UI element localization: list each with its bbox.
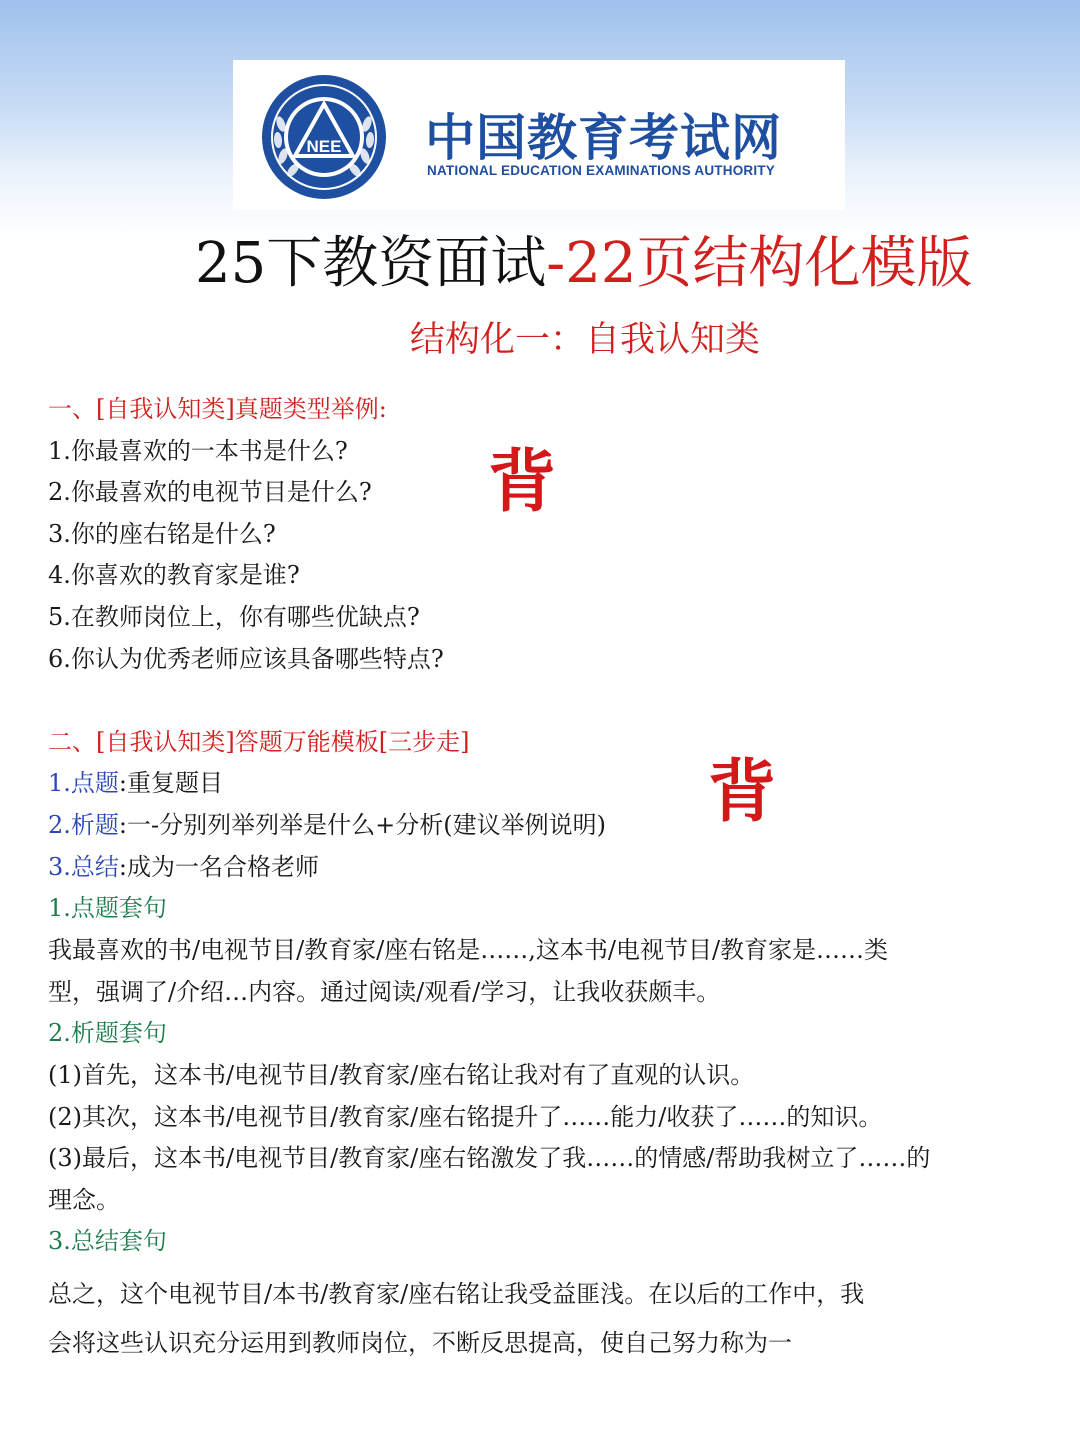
emblem-lettering: NEE (306, 137, 342, 156)
list-item: 1.你最喜欢的一本书是什么? (48, 437, 348, 465)
paragraph-line: (2)其次，这本书/电视节目/教育家/座右铭提升了……能力/收获了……的知识。 (48, 1103, 883, 1131)
paragraph-line: 我最喜欢的书/电视节目/教育家/座右铭是……,这本书/电视节目/教育家是……类 (48, 936, 889, 964)
step-text: :重复题目 (118, 769, 223, 797)
paragraph-line: (3)最后，这本书/电视节目/教育家/座右铭激发了我……的情感/帮助我树立了……的 (48, 1144, 931, 1172)
step-label: 1.点题 (48, 769, 119, 797)
page-title (195, 228, 972, 300)
bei-stamp: 背 (488, 442, 557, 522)
section2-heading: 二、[自我认知类]答题万能模板[三步走] (48, 728, 470, 756)
step-text: :一-分别列举列举是什么+分析(建议举例说明) (118, 811, 606, 839)
section1-heading: 一、[自我认知类]真题类型举例: (48, 395, 387, 423)
step-label: 3.总结 (48, 853, 119, 881)
paragraph-line: 型，强调了/介绍…内容。通过阅读/观看/学习，让我收获颇丰。 (48, 978, 721, 1006)
intro-heading: 1.点题套句 (48, 894, 167, 922)
analysis-heading: 2.析题套句 (48, 1019, 167, 1047)
bei-stamp: 背 (708, 752, 777, 832)
logo-english-name: NATIONAL EDUCATION EXAMINATIONS AUTHORITY (427, 163, 775, 178)
step-item (48, 765, 223, 801)
step-item (48, 849, 319, 885)
list-item: 4.你喜欢的教育家是谁? (48, 561, 300, 589)
neea-emblem-icon (261, 74, 387, 200)
list-item: 2.你最喜欢的电视节目是什么? (48, 478, 372, 506)
step-label: 2.析题 (48, 811, 119, 839)
title-highlight: -22页结构化模版 (546, 231, 973, 296)
page-subtitle: 结构化一：自我认知类 (410, 320, 761, 360)
list-item: 5.在教师岗位上，你有哪些优缺点? (48, 603, 420, 631)
step-text: :成为一名合格老师 (118, 853, 319, 881)
paragraph-line: 总之，这个电视节目/本书/教育家/座右铭让我受益匪浅。在以后的工作中，我 (48, 1280, 865, 1308)
logo-banner (233, 60, 845, 210)
list-item: 6.你认为优秀老师应该具备哪些特点? (48, 645, 444, 673)
step-item (48, 807, 606, 843)
title-prefix: 25下教资面试 (195, 231, 547, 296)
logo-chinese-name: 中国教育考试网 (425, 109, 782, 167)
paragraph-line: (1)首先，这本书/电视节目/教育家/座右铭让我对有了直观的认识。 (48, 1061, 755, 1089)
list-item: 3.你的座右铭是什么? (48, 520, 276, 548)
summary-heading: 3.总结套句 (48, 1227, 167, 1255)
paragraph-line: 会将这些认识充分运用到教师岗位，不断反思提高，使自己努力称为一 (48, 1329, 792, 1357)
paragraph-line: 理念。 (48, 1186, 120, 1214)
